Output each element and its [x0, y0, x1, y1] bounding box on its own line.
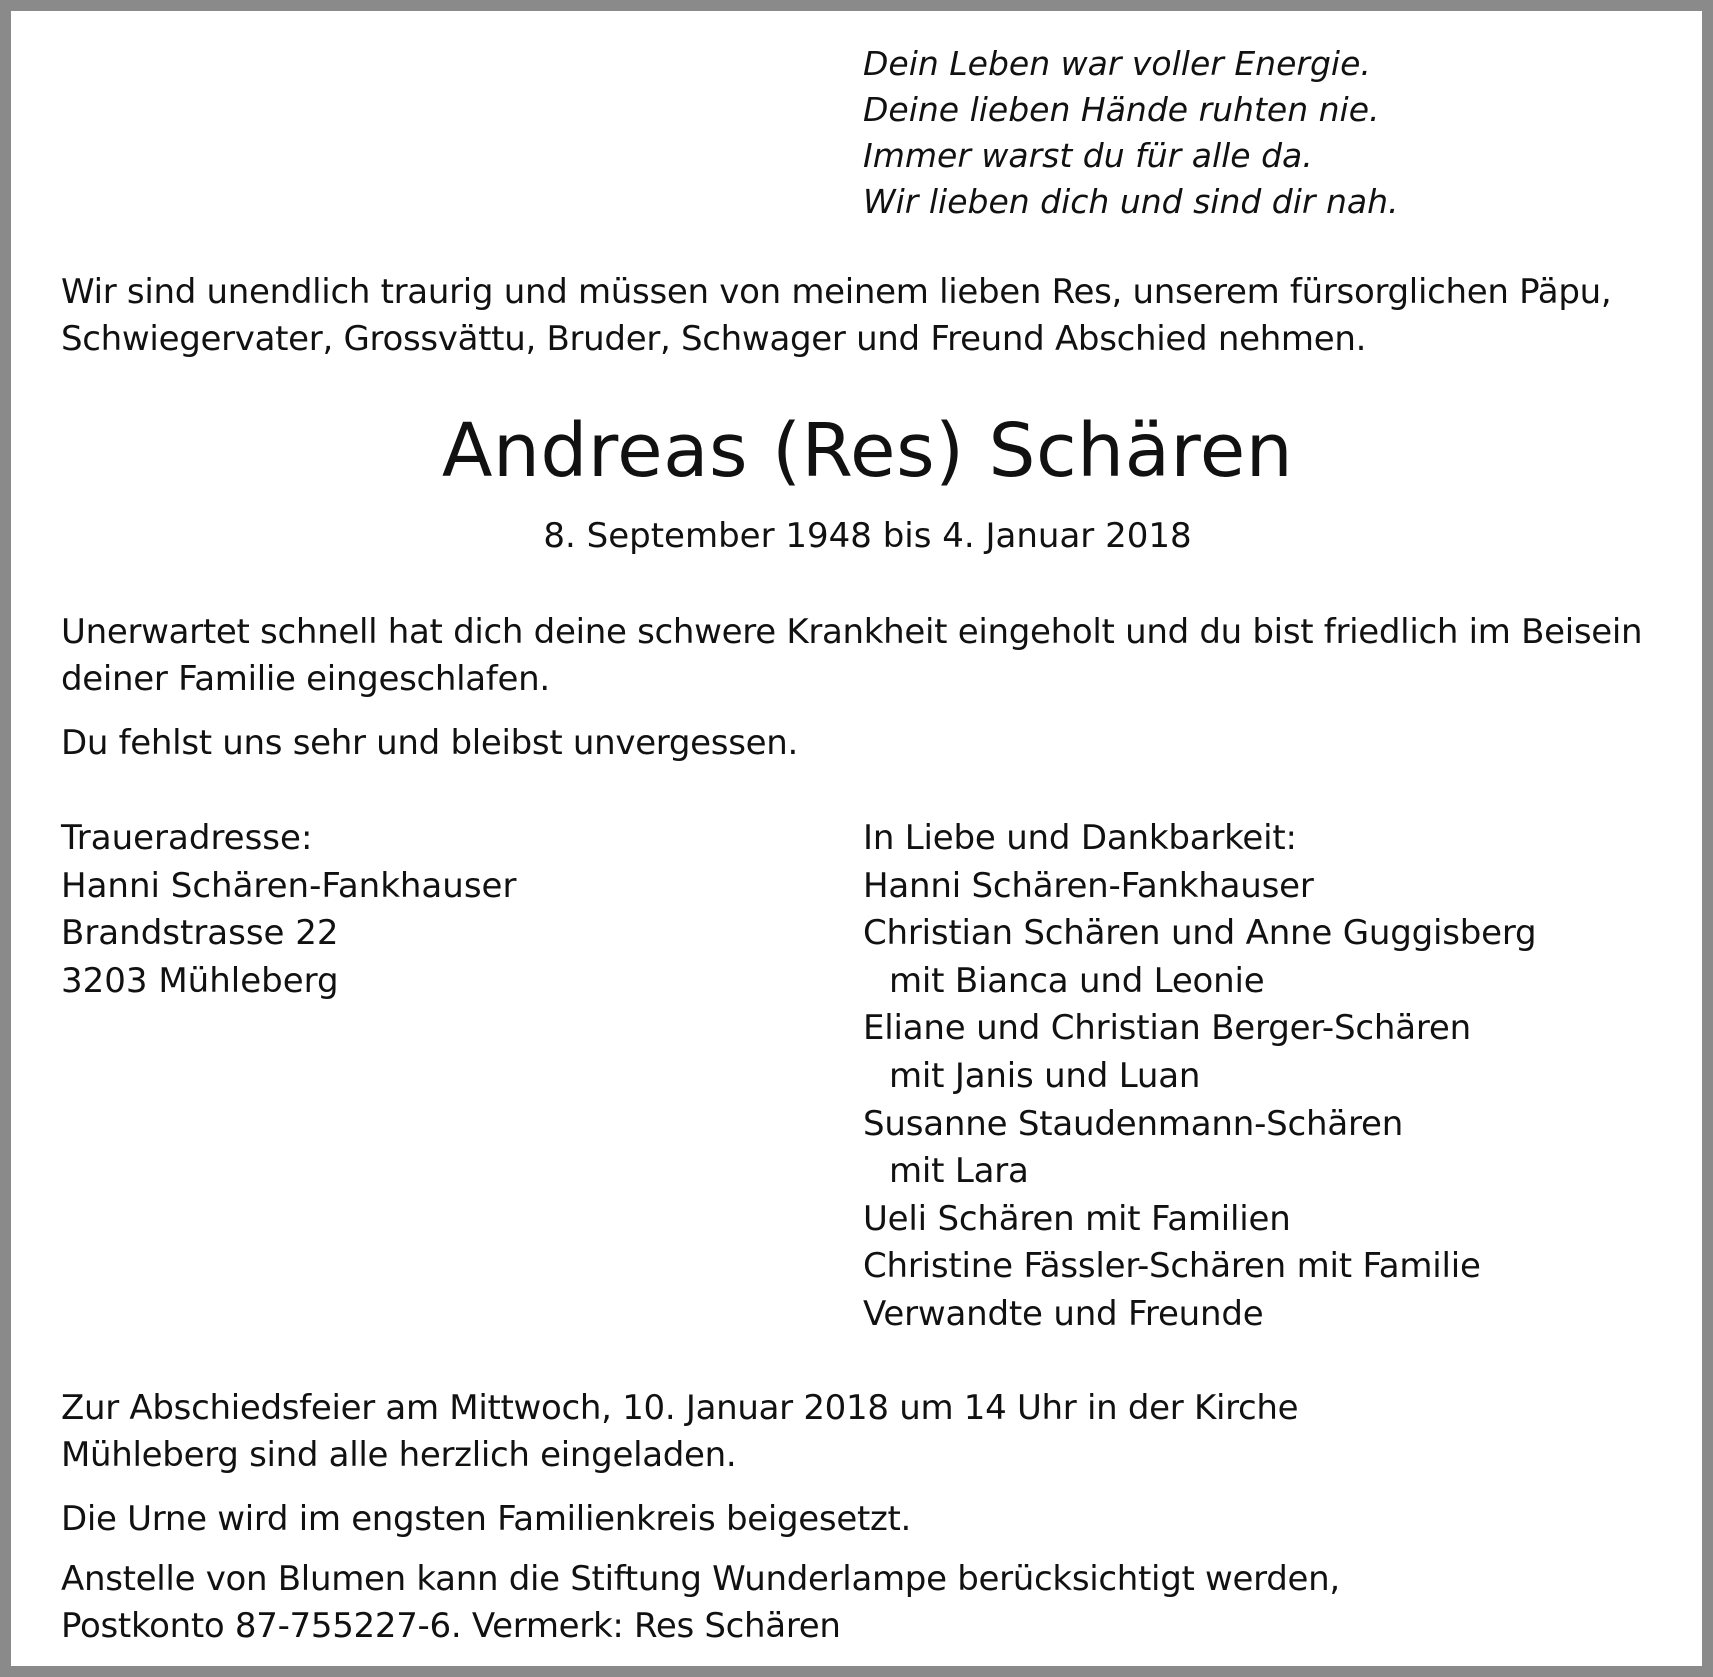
mourner-entry: Hanni Schären-Fankhauser — [863, 865, 1314, 906]
ceremony-line: Zur Abschiedsfeier am Mittwoch, 10. Januar 2018 um 14 Uhr in der Kirche — [61, 1388, 1299, 1428]
message-line: deiner Familie eingeschlafen. — [61, 659, 550, 699]
mourner-entry: Susanne Staudenmann-Schären — [863, 1103, 1404, 1144]
mourners-heading: In Liebe und Dankbarkeit: — [863, 818, 1297, 858]
address-street: Brandstrasse 22 — [61, 913, 339, 954]
intro-line: Wir sind unendlich traurig und müssen von meinem lieben Res, unserem fürsorglichen Päpu, — [61, 272, 1612, 312]
poem-line: Immer warst du für alle da. — [863, 136, 1313, 175]
ceremony-line: Mühleberg sind alle herzlich eingeladen. — [61, 1435, 737, 1475]
poem-line: Deine lieben Hände ruhten nie. — [863, 90, 1380, 129]
message-paragraph — [61, 609, 1642, 703]
urn-note: Die Urne wird im engsten Familienkreis beigesetzt. — [61, 1499, 912, 1539]
intro-paragraph — [61, 269, 1611, 363]
mourner-entry: mit Lara — [889, 1151, 1029, 1192]
mourner-entry: Christian Schären und Anne Guggisberg — [863, 913, 1537, 954]
ceremony-paragraph — [61, 1385, 1298, 1479]
farewell-line: Du fehlst uns sehr und bleibst unvergessen. — [61, 723, 798, 763]
mourners-list — [863, 815, 1536, 1339]
life-dates: 8. September 1948 bis 4. Januar 2018 — [543, 516, 1192, 556]
mourner-entry: Ueli Schären mit Familien — [863, 1198, 1291, 1239]
intro-line: Schwiegervater, Grossvättu, Bruder, Schwager und Freund Abschied nehmen. — [61, 319, 1367, 359]
poem-line: Dein Leben war voller Energie. — [863, 44, 1371, 83]
donation-paragraph — [61, 1556, 1340, 1650]
mourner-entry: Verwandte und Freunde — [863, 1293, 1264, 1334]
deceased-name: Andreas (Res) Schären — [441, 408, 1294, 494]
address-name: Hanni Schären-Fankhauser — [61, 865, 517, 906]
poem — [863, 41, 1399, 225]
mourner-entry: Christine Fässler-Schären mit Familie — [863, 1246, 1481, 1287]
mourner-entry: Eliane und Christian Berger-Schären — [863, 1008, 1471, 1049]
donation-line: Anstelle von Blumen kann die Stiftung Wunderlampe berücksichtigt werden, — [61, 1559, 1340, 1599]
address-label: Traueradresse: — [61, 818, 313, 858]
poem-line: Wir lieben dich und sind dir nah. — [863, 182, 1399, 221]
mourner-entry: mit Janis und Luan — [889, 1055, 1201, 1096]
mourning-address — [61, 815, 516, 1005]
donation-line: Postkonto 87-755227-6. Vermerk: Res Schären — [61, 1606, 841, 1646]
address-city: 3203 Mühleberg — [61, 960, 339, 1001]
message-line: Unerwartet schnell hat dich deine schwere Krankheit eingeholt und du bist friedlich im Beisein — [61, 612, 1643, 652]
mourner-entry: mit Bianca und Leonie — [889, 960, 1265, 1001]
